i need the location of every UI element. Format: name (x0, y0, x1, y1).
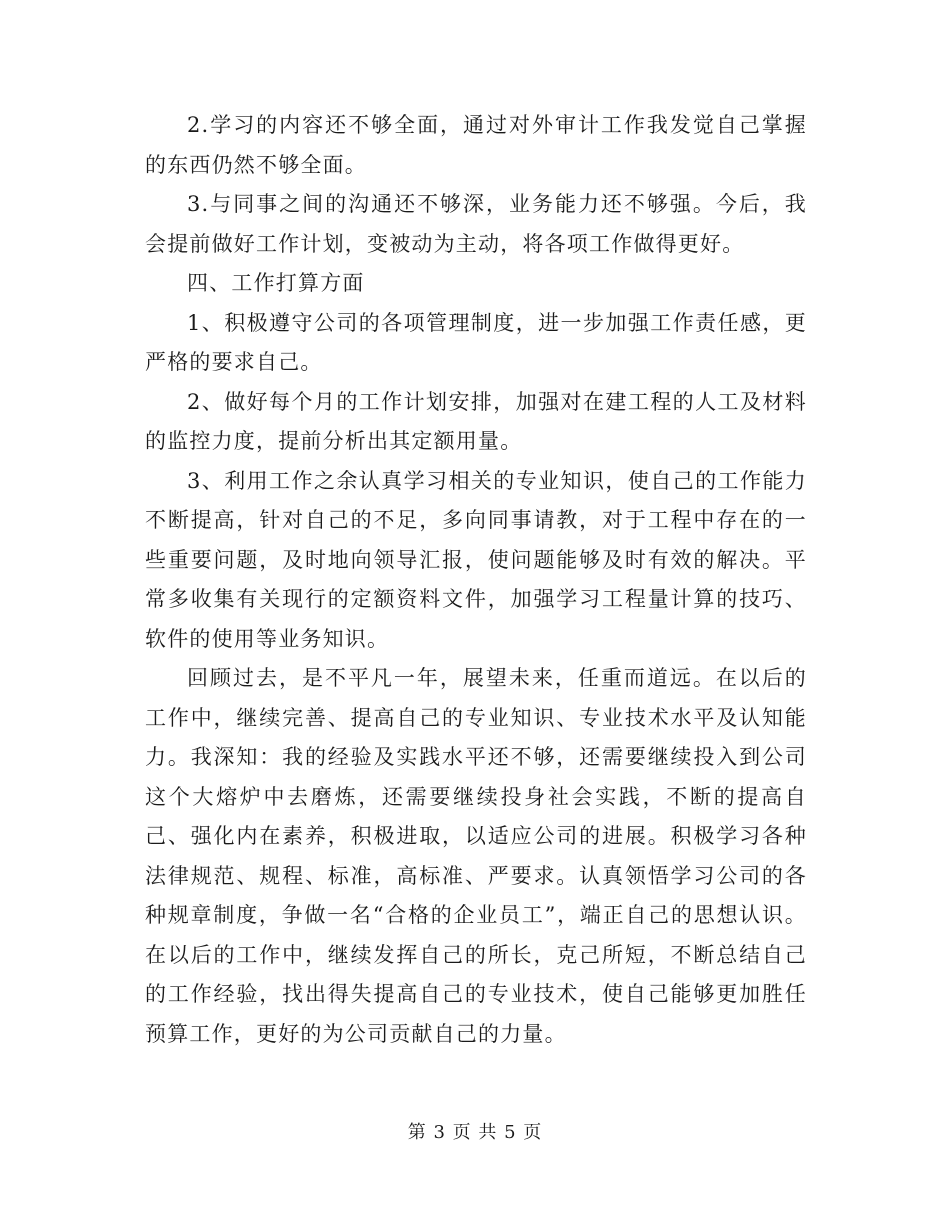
document-body (145, 106, 807, 1054)
plan-item-3: 3、利用工作之余认真学习相关的专业知识，使自己的工作能力不断提高，针对自己的不足，多向同事请教，对于工程中存在的一些重要问题，及时地向领导汇报，使问题能够及时有效的解决。平常多收集有关现行的定额资料文件，加强学习工程量计算的技巧、软件的使用等业务知识。 (145, 468, 807, 651)
plan-item-2: 2、做好每个月的工作计划安排，加强对在建工程的人工及材料的监控力度，提前分析出其定额用量。 (145, 389, 807, 453)
page-number-footer: 第 3 页 共 5 页 (407, 1122, 543, 1143)
paragraph-item-2: 2.学习的内容还不够全面，通过对外审计工作我发觉自己掌握的东西仍然不够全面。 (145, 113, 807, 177)
plan-item-1: 1、积极遵守公司的各项管理制度，进一步加强工作责任感，更严格的要求自己。 (145, 310, 807, 374)
closing-paragraph: 回顾过去，是不平凡一年，展望未来，任重而道远。在以后的工作中，继续完善、提高自己的专业知识、专业技术水平及认知能力。我深知：我的经验及实践水平还不够，还需要继续投入到公司这个大熔炉中去磨炼，还需要继续投身社会实践，不断的提高自己、强化内在素养，积极进取，以适应公司的进展。积极学习各种法律规范、规程、标准，高标准、严要求。认真领悟学习公司的各种规章制度，争做一名“合格的企业员工”，端正自己的思想认识。在以后的工作中，继续发挥自己的所长，克己所短，不断总结自己的工作经验，找出得失提高自己的专业技术，使自己能够更加胜任预算工作，更好的为公司贡献自己的力量。 (145, 666, 807, 1046)
section-heading-plans: 四、工作打算方面 (187, 271, 365, 295)
paragraph-item-3: 3.与同事之间的沟通还不够深，业务能力还不够强。今后，我会提前做好工作计划，变被动为主动，将各项工作做得更好。 (145, 192, 807, 256)
